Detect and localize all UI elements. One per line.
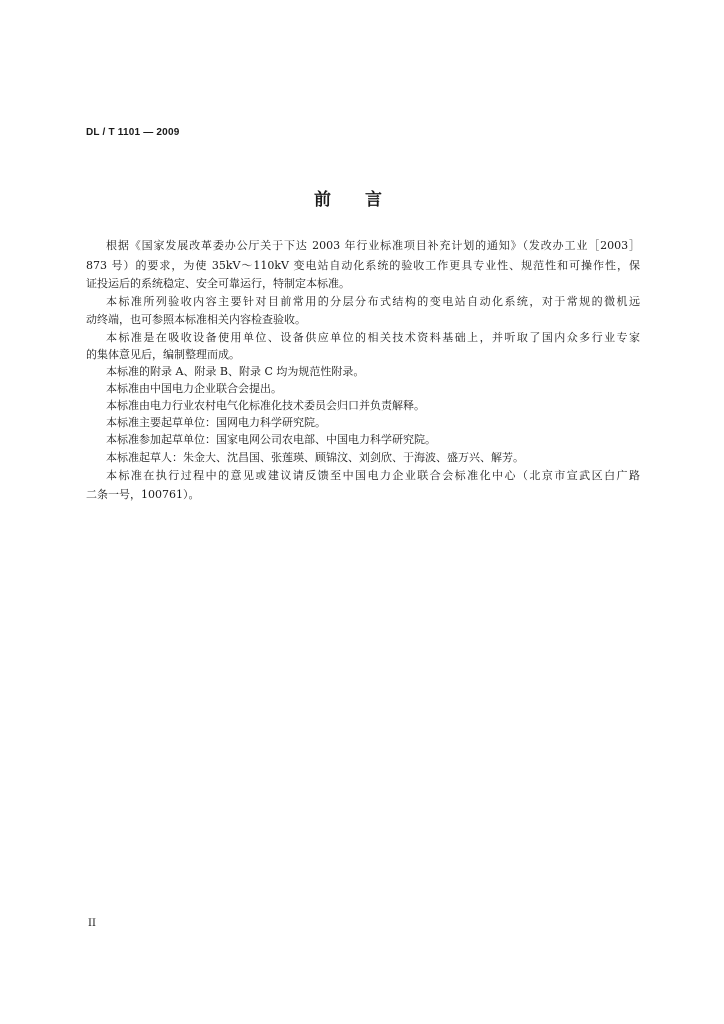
paragraph-line: 本标准的附录 A、附录 B、附录 C 均为规范性附录。 (106, 365, 365, 378)
paragraph-line: 本标准参加起草单位：国家电网公司农电部、中国电力科学研究院。 (106, 433, 436, 446)
paragraph-line: 根据《国家发展改革委办公厅关于下达 2003 年行业标准项目补充计划的通知》（发改办工业［2003］ (106, 239, 640, 252)
page-number: II (88, 918, 96, 929)
paragraph-line: 本标准在执行过程中的意见或建议请反馈至中国电力企业联合会标准化中心（北京市宣武区白广路 (106, 469, 640, 482)
paragraph-line: 本标准所列验收内容主要针对目前常用的分层分布式结构的变电站自动化系统，对于常规的微机远 (106, 295, 640, 308)
paragraph-line: 动终端，也可参照本标准相关内容检查验收。 (86, 313, 306, 326)
paragraph-line: 的集体意见后，编制整理而成。 (86, 348, 240, 361)
standard-code-header: DL / T 1101 — 2009 (86, 127, 180, 138)
section-title: 前 言 (314, 190, 382, 210)
paragraph-line: 873 号）的要求，为使 35kV～110kV 变电站自动化系统的验收工作更具专业性、规范性和可操作性，保 (86, 259, 640, 272)
paragraph-line: 本标准是在吸收设备使用单位、设备供应单位的相关技术资料基础上，并听取了国内众多行业专家 (106, 331, 640, 344)
paragraph-line: 本标准起草人：朱金大、沈昌国、张莲瑛、顾锦汶、刘剑欣、于海波、盛万兴、解芳。 (106, 451, 524, 464)
paragraph-line: 二条一号，100761）。 (86, 488, 200, 501)
paragraph-line: 本标准由中国电力企业联合会提出。 (106, 382, 282, 395)
paragraph-line: 本标准主要起草单位：国网电力科学研究院。 (106, 416, 326, 429)
paragraph-line: 本标准由电力行业农村电气化标准化技术委员会归口并负责解释。 (106, 399, 425, 412)
paragraph-line: 证投运后的系统稳定、安全可靠运行，特制定本标准。 (86, 277, 350, 290)
